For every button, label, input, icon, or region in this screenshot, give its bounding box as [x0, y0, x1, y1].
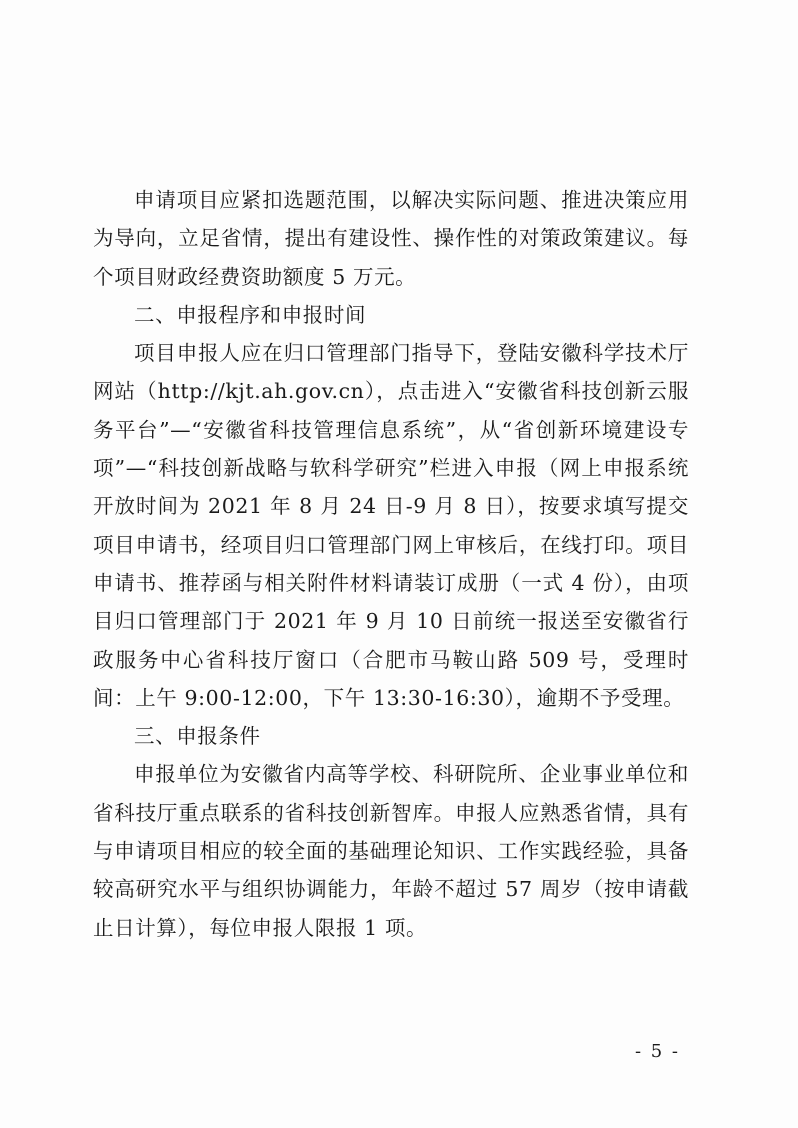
paragraph-conditions: 申报单位为安徽省内高等学校、科研院所、企业事业单位和省科技厅重点联系的省科技创新智库。申报人应熟悉省情，具有与申请项目相应的较全面的基础理论知识、工作实践经验，具备较高研究水平与组织协调能力，年龄不超过 57 周岁（按申请截止日计算），每位申报人限报 1 项。 — [93, 762, 689, 940]
paragraph-procedure: 项目申报人应在归口管理部门指导下，登陆安徽科学技术厅网站（http://kjt.ah.gov.cn），点击进入“安徽省科技创新云服务平台”—“安徽省科技管理信息系统”，从“省创新环境建设专项”—“科技创新战略与软科学研究”栏进入申报（网上申报系统开放时间为 2021 年 8 月 24 日-9 月 8 日），按要求填写提交项目申请书，经项目归口管理部门网上审核后，在线打印。项目申请书、推荐函与相关附件材料请装订成册（一式 4 份），由项目归口管理部门于 2021 年 9 月 10 日前统一报送至安徽省行政服务中心省科技厅窗口（合肥市马鞍山路 509 号，受理时间：上午 9:00-12:00，下午 13:30-16:30），逾期不予受理。 — [93, 341, 689, 710]
heading-conditions: 三、申报条件 — [134, 724, 261, 749]
document-body — [93, 181, 689, 947]
paragraph-project-requirements: 申请项目应紧扣选题范围，以解决实际问题、推进决策应用为导向，立足省情，提出有建设性、操作性的对策政策建议。每个项目财政经费资助额度 5 万元。 — [93, 188, 689, 289]
heading-procedure-and-time: 二、申报程序和申报时间 — [134, 302, 367, 327]
page-number: - 5 - — [634, 1041, 680, 1062]
